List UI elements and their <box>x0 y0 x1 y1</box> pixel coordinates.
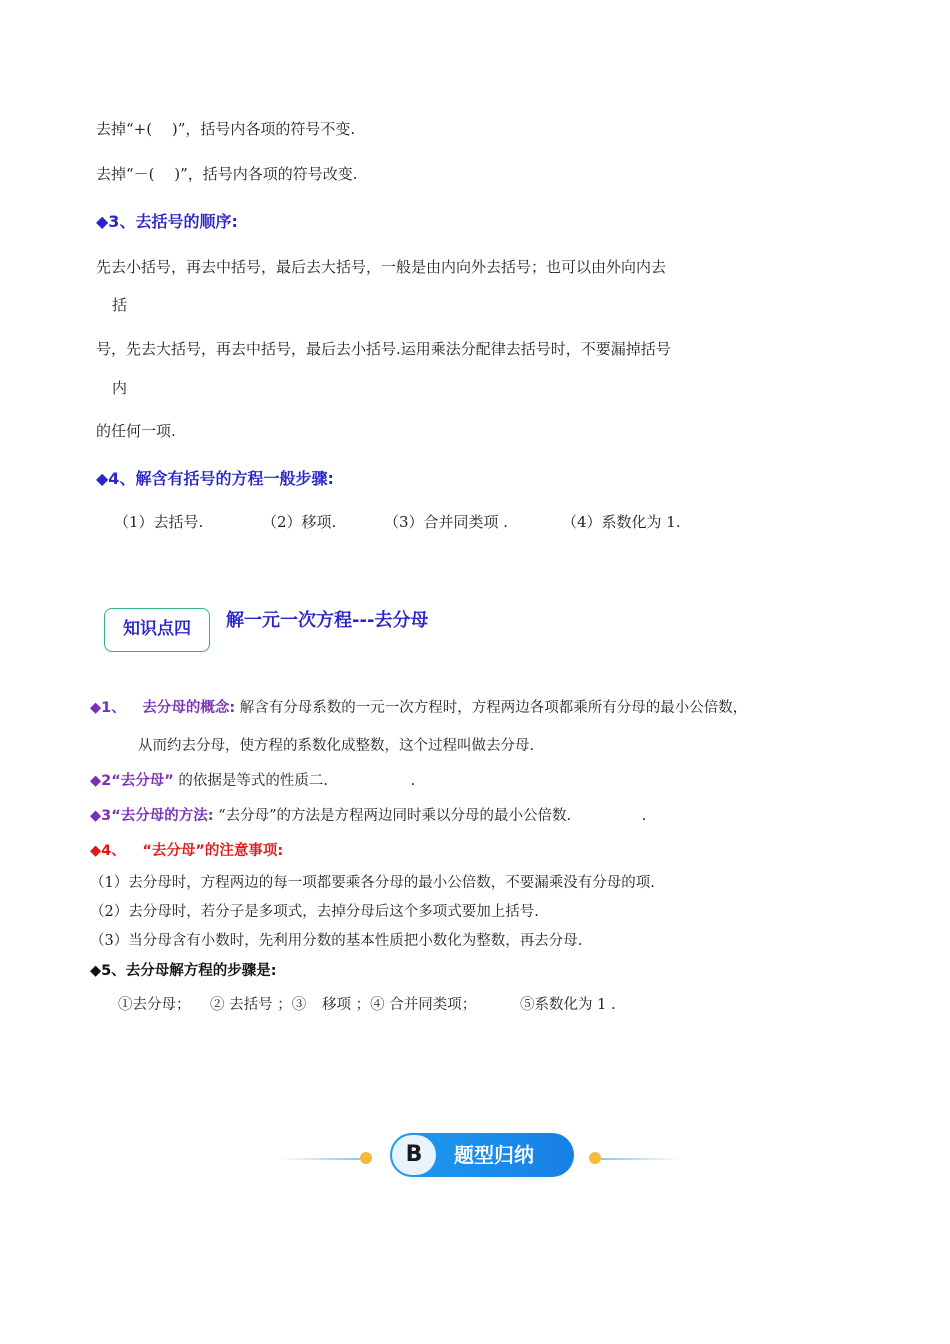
method-label: “去分母的方法: <box>111 808 214 824</box>
notes-label: “去分母”的注意事项: <box>142 843 284 859</box>
banner-letter: B <box>392 1135 436 1175</box>
order-line-3: 号，先去大括号，再去中括号，最后去小括号.运用乘法分配律去括号时，不要漏掉括号 <box>96 340 671 358</box>
concept-text-2: 从而约去分母，使方程的系数化成整数，这个过程叫做去分母. <box>138 738 535 754</box>
notes-num: ◆4、 <box>90 843 126 859</box>
fraction-step-3: 移项 ；④ 合并同类项； <box>322 997 477 1013</box>
knowledge-point-title: 解一元一次方程---去分母 <box>226 610 429 631</box>
fraction-step-4: ⑤系数化为 1 . <box>520 997 616 1013</box>
banner-text: 题型归纳 <box>454 1143 534 1167</box>
banner-dot-left <box>360 1152 372 1164</box>
concept-text: 解含有分母系数的一元一次方程时，方程两边各项都乘所有分母的最小公倍数， <box>239 700 748 716</box>
fraction-steps <box>118 995 616 1015</box>
order-heading: ◆3、去括号的顺序: <box>96 212 238 231</box>
banner-line-left <box>280 1158 360 1160</box>
basis-text: 的依据是等式的性质二. <box>178 773 329 789</box>
bracket-step-4: （4）系数化为 1. <box>562 513 681 531</box>
note-1: （1）去分母时，方程两边的每一项都要乘各分母的最小公倍数，不要漏乘没有分母的项. <box>90 875 655 891</box>
concept-label: 去分母的概念: <box>142 700 236 716</box>
bracket-step-2: （2）移项. <box>262 513 337 531</box>
notes-heading <box>90 841 283 861</box>
method-text: “去分母”的方法是方程两边同时乘以分母的最小公倍数. <box>218 808 572 824</box>
note-3: （3）当分母含有小数时，先利用分数的基本性质把小数化为整数，再去分母. <box>90 933 583 949</box>
method-tail: . <box>641 808 647 824</box>
bracket-steps <box>114 512 681 532</box>
knowledge-point-badge: 知识点四 <box>104 608 210 652</box>
fraction-step-2: ② 去括号 ；③ <box>210 997 307 1013</box>
rule-minus: 去掉“－( )”，括号内各项的符号改变. <box>96 165 358 183</box>
banner-line-right <box>601 1158 681 1160</box>
basis-num: ◆2 <box>90 773 112 789</box>
rule-plus: 去掉“+( )”，括号内各项的符号不变. <box>96 120 356 138</box>
order-line-4: 内 <box>112 379 128 397</box>
method-num: ◆3 <box>90 808 112 824</box>
concept-num: ◆1、 <box>90 700 126 716</box>
fraction-step-1: ①去分母； <box>118 997 191 1013</box>
order-line-5: 的任何一项. <box>96 422 176 440</box>
basis-line <box>90 771 415 791</box>
method-line <box>90 806 646 826</box>
fraction-steps-heading-text: ◆5、去分母解方程的步骤是: <box>90 963 277 979</box>
banner-dot-right <box>589 1152 601 1164</box>
bracket-step-1: （1）去括号. <box>114 513 204 531</box>
basis-label: “去分母” <box>111 773 174 789</box>
concept-line <box>90 698 747 718</box>
fraction-steps-heading <box>90 961 277 981</box>
order-line-2: 括 <box>112 296 128 314</box>
basis-tail: . <box>410 773 416 789</box>
note-2: （2）去分母时，若分子是多项式，去掉分母后这个多项式要加上括号. <box>90 904 539 920</box>
bracket-step-3: （3）合并同类项 . <box>384 513 509 531</box>
order-line-1: 先去小括号，再去中括号，最后去大括号，一般是由内向外去括号；也可以由外向内去 <box>96 258 667 276</box>
bracket-steps-heading: ◆4、解含有括号的方程一般步骤: <box>96 469 334 488</box>
